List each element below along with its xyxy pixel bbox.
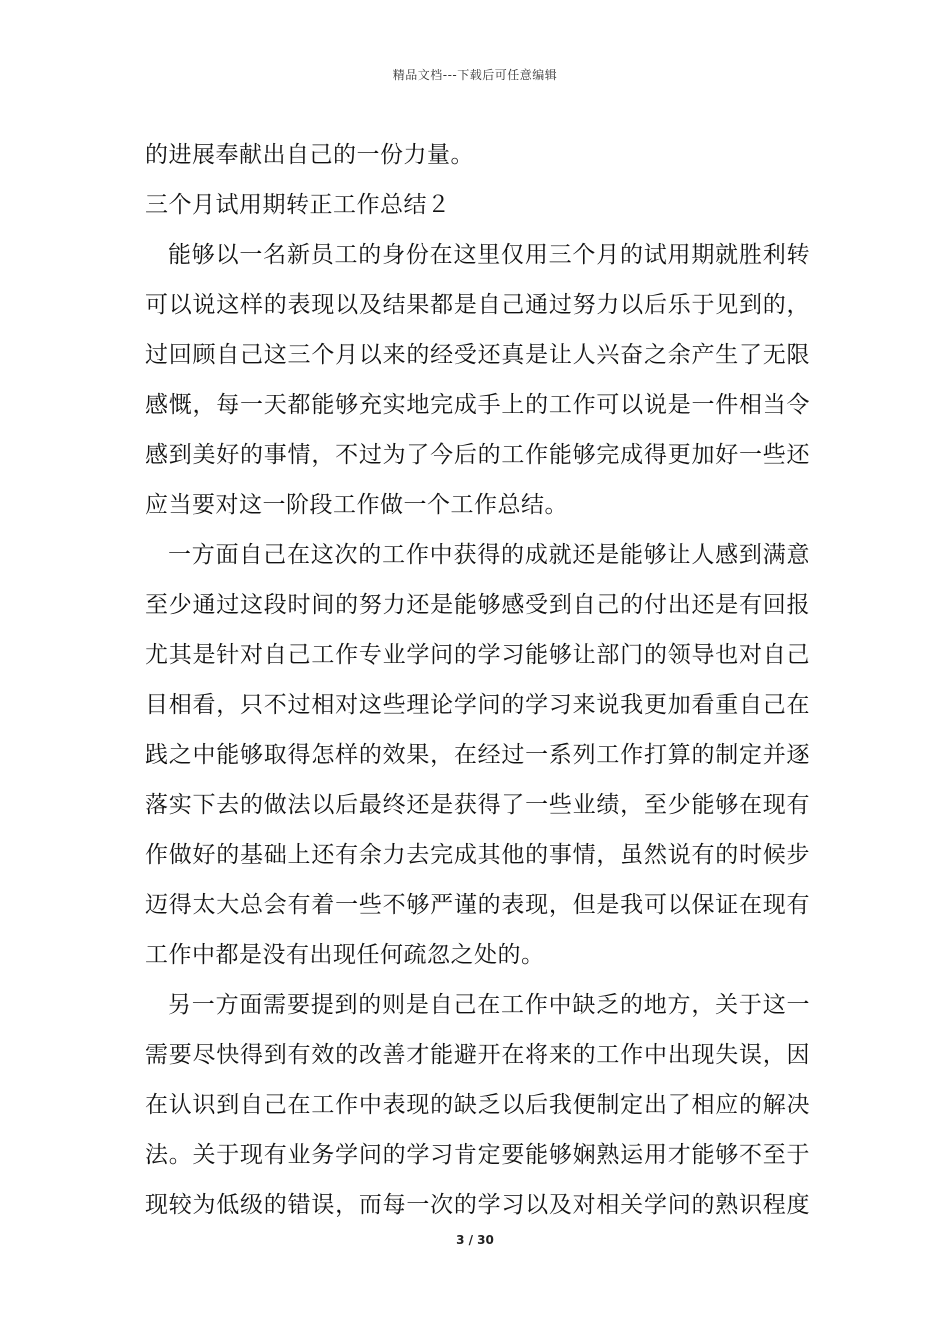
body-line: 现较为低级的错误，而每一次的学习以及对相关学问的熟识程度 [145, 1192, 810, 1218]
body-line: 目相看，只不过相对这些理论学问的学习来说我更加看重自己在 [145, 692, 810, 718]
body-line: 能够以一名新员工的身份在这里仅用三个月的试用期就胜利转 [168, 242, 810, 268]
body-line: 践之中能够取得怎样的效果，在经过一系列工作打算的制定并逐 [145, 742, 810, 768]
body-line: 的进展奉献出自己的一份力量。 [145, 142, 474, 168]
body-line: 需要尽快得到有效的改善才能避开在将来的工作中出现失误，因 [145, 1042, 810, 1068]
body-line: 法。关于现有业务学问的学习肯定要能够娴熟运用才能够不至于 [145, 1142, 810, 1168]
body-line: 作做好的基础上还有余力去完成其他的事情，虽然说有的时候步 [145, 842, 810, 868]
page-header: 精品文档---下载后可任意编辑 [392, 68, 558, 82]
body-line: 感慨，每一天都能够充实地完成手上的工作可以说是一件相当令 [145, 392, 810, 418]
body-line: 应当要对这一阶段工作做一个工作总结。 [145, 492, 568, 518]
body-line: 尤其是针对自己工作专业学问的学习能够让部门的领导也对自己 [145, 642, 810, 668]
section-title: 三个月试用期转正工作总结２ [145, 192, 451, 218]
body-line: 过回顾自己这三个月以来的经受还真是让人兴奋之余产生了无限 [145, 342, 810, 368]
body-line: 工作中都是没有出现任何疏忽之处的。 [145, 942, 545, 968]
body-line: 至少通过这段时间的努力还是能够感受到自己的付出还是有回报 [145, 592, 810, 618]
document-body [145, 130, 810, 1230]
body-line: 在认识到自己在工作中表现的缺乏以后我便制定出了相应的解决 [145, 1092, 810, 1118]
body-line: 可以说这样的表现以及结果都是自己通过努力以后乐于见到的， [145, 292, 810, 318]
page-number: 3 / 30 [456, 1233, 494, 1247]
body-line: 另一方面需要提到的则是自己在工作中缺乏的地方，关于这一 [168, 992, 810, 1018]
body-line: 迈得太大总会有着一些不够严谨的表现，但是我可以保证在现有 [145, 892, 810, 918]
body-line: 感到美好的事情，不过为了今后的工作能够完成得更加好一些还 [145, 442, 810, 468]
body-line: 一方面自己在这次的工作中获得的成就还是能够让人感到满意 [168, 542, 810, 568]
body-line: 落实下去的做法以后最终还是获得了一些业绩，至少能够在现有 [145, 792, 810, 818]
